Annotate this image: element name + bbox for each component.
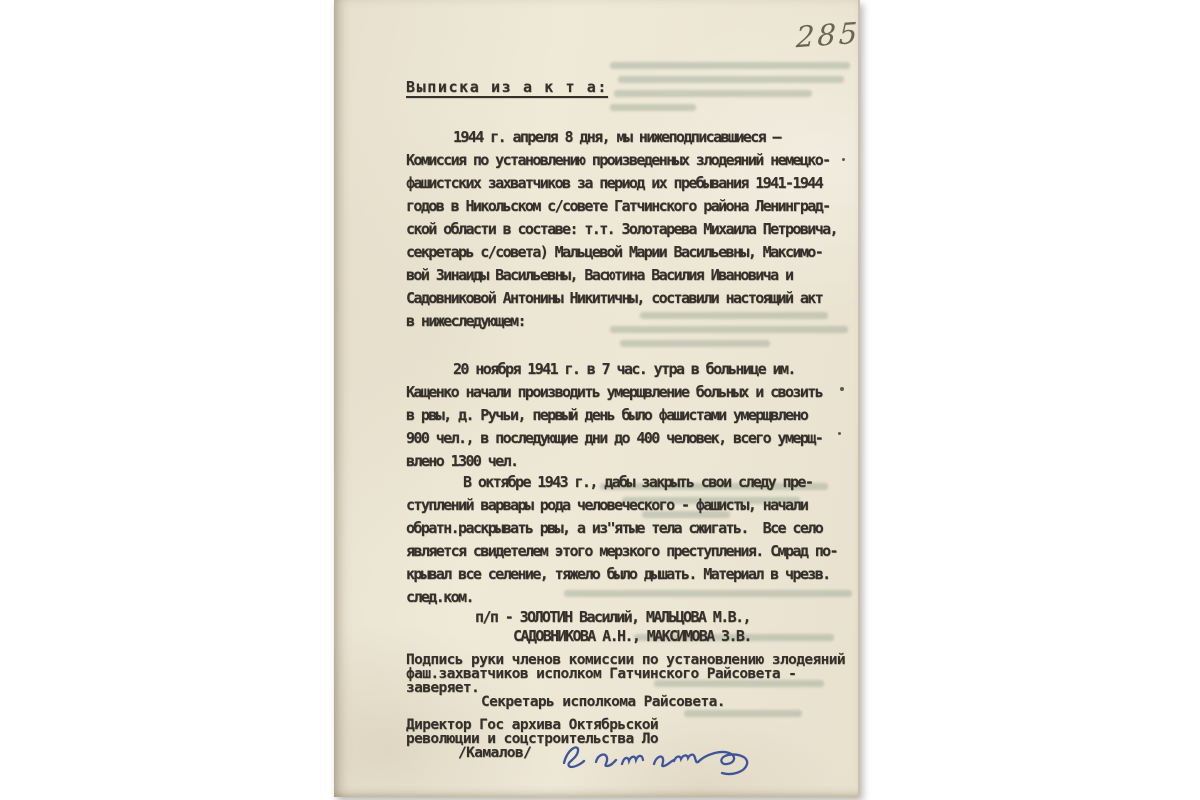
text-line: в рвы, д. Ручьи, первый день было фашистами умерщвлено xyxy=(406,406,808,424)
text-line: САДОВНИКОВА А.Н., МАКСИМОВА З.В. xyxy=(513,627,751,645)
text-line: фашистских захватчиков за период их пребывания 1941-1944 xyxy=(406,174,823,192)
text-line: п/п - ЗОЛОТИН Василий, МАЛЬЦОВА М.В., xyxy=(475,608,750,626)
text-line: заверяет. xyxy=(406,680,480,696)
text-line: Садовниковой Антонины Никитичны, составили настоящий акт xyxy=(406,289,823,307)
text-line: фаш.захватчиков исполком Гатчинского Райсовета - xyxy=(406,666,797,682)
text-line: Директор Гос архива Октябрьской xyxy=(406,717,659,733)
text-line: годов в Никольском с/совете Гатчинского района Ленинград- xyxy=(406,197,830,215)
text-line: влено 1300 чел. xyxy=(406,452,518,470)
handwritten-signature xyxy=(556,731,758,781)
signatories-block xyxy=(475,608,921,646)
text-line: крывал все селение, тяжело было дышать. Материал в чрезв. xyxy=(406,565,830,583)
text-line: в нижеследующем: xyxy=(406,312,525,330)
document-title: Выписка из а к т а: xyxy=(406,78,608,96)
text-line: 20 ноября 1941 г. в 7 час. утра в больнице им. xyxy=(453,360,795,378)
text-line: обратн.раскрывать рвы, а из"ятые тела сжигать. Все село xyxy=(406,519,823,537)
text-line: 900 чел., в последующие дни до 400 человек, всего умерщ- xyxy=(406,429,823,447)
bleed-through-text xyxy=(610,62,856,111)
text-line: /Камалов/ xyxy=(458,745,532,761)
page-number-handwritten: 285 xyxy=(795,15,861,55)
text-line: вой Зинаиды Васильевны, Васютина Василия Ивановича и xyxy=(406,266,793,284)
bleed-through-text xyxy=(684,710,809,717)
text-line: Комиссия по установлению произведенных злодеяний немецко- xyxy=(406,151,830,169)
paragraph-commission xyxy=(406,126,852,333)
speck xyxy=(838,432,841,435)
text-line: является свидетелем этого мерзкого преступления. Смрад по- xyxy=(406,542,837,560)
text-line: В октябре 1943 г., дабы закрыть свои следу пре- xyxy=(463,473,813,491)
paragraph-november-1941 xyxy=(406,358,852,473)
text-line: революции и соцстроительства Ло xyxy=(406,731,659,747)
text-line: Секретарь исполкома Райсовета. xyxy=(481,694,725,710)
document-page xyxy=(334,0,860,797)
text-line: ступлений варвары рода человеческого - фашисты, начали xyxy=(406,496,808,514)
text-line: 1944 г. апреля 8 дня, мы нижеподписавшиеся – xyxy=(453,128,780,146)
certification-block xyxy=(406,653,845,709)
text-line: ской области в составе: т.т. Золотарева Михаила Петровича, xyxy=(406,220,837,238)
text-line: Кащенко начали производить умерщвление больных и свозить xyxy=(406,383,823,401)
speck xyxy=(840,387,844,391)
text-line: секретарь с/совета) Мальцевой Марии Васильевны, Максимо- xyxy=(406,243,823,261)
speck xyxy=(842,158,845,161)
text-line: след.ком. xyxy=(406,588,473,606)
text-line: Подпись руки членов комиссии по установлению злодеяний xyxy=(406,652,846,668)
paragraph-october-1943 xyxy=(406,471,852,609)
